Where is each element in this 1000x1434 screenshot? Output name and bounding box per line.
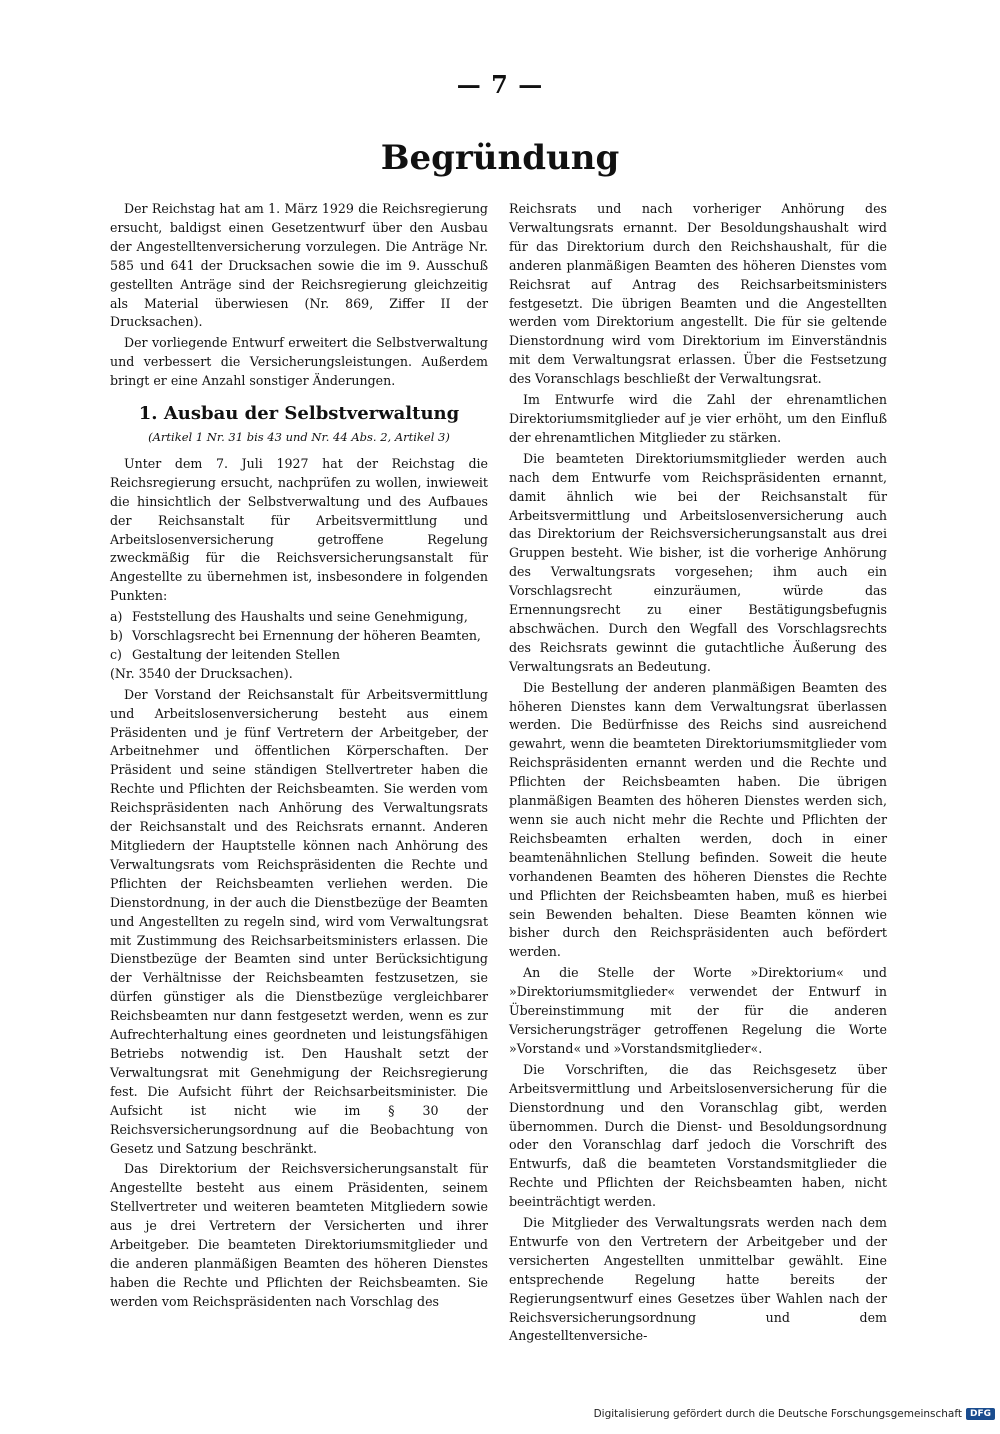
paragraph: Das Direktorium der Reichsversicherungsanstalt für Angestellte besteht aus einem Präsidenten, seinem Stellvertreter und weiteren beamteten Mitgliedern sowie aus je drei Vertretern der Versicherten und ihrer Arbeitgeber. Die beamteten Direktoriumsmitglieder und die anderen planmäßigen Beamten des höheren Dienstes haben die Rechte und Pflichten der Reichsbeamten. Sie werden vom Reichspräsidenten nach Vorschlag des (110, 1161, 488, 1309)
list-marker: c) (110, 646, 122, 662)
paragraph: Die Bestellung der anderen planmäßigen Beamten des höheren Dienstes kann dem Verwaltungsrat überlassen werden. Die Bedürfnisse des Reichs sind ausreichend gewahrt, wenn die beamteten Direktoriumsmitglieder vom Reichspräsidenten ernannt werden und die Rechte und Pflichten der Reichsbeamten haben. Die übrigen planmäßigen Beamten des höheren Dienstes werden sich, wenn sie auch nicht mehr die Rechte und Pflichten der Reichsbeamten erhalten werden, doch in einer beamtenähnlichen Stellung befinden. Soweit die heute vorhandenen Beamten des höheren Dienstes die Rechte und Pflichten der Reichsbeamten haben, muß es hierbei sein Bewenden behalten. Diese Beamten können wie bisher durch den Reichspräsidenten auch befördert werden. (509, 679, 887, 960)
page-number: — 7 — (456, 70, 544, 99)
paragraph: Die Mitglieder des Verwaltungsrats werden nach dem Entwurfe von den Vertretern der Arbeitgeber und der versicherten Angestellten unmittelbar gewählt. Eine entsprechende Regelung hatte bereits der Regierungsentwurf eines Gesetzes über Wahlen nach der Reichsversicherungsordnung und dem Angestelltenversiche- (509, 1215, 887, 1344)
left-column (110, 200, 488, 1314)
list-item (110, 608, 488, 627)
list-marker: a) (110, 609, 123, 625)
list-item (110, 646, 488, 665)
section-subheading: (Artikel 1 Nr. 31 bis 43 und Nr. 44 Abs. 2, Artikel 3) (148, 429, 450, 444)
list-marker: b) (110, 628, 123, 644)
right-column (509, 200, 887, 1348)
paragraph: (Nr. 3540 der Drucksachen). (110, 665, 293, 681)
list-item (110, 627, 488, 646)
list-item-text: Gestaltung der leitenden Stellen (132, 646, 340, 662)
paragraph: An die Stelle der Worte »Direktorium« und »Direktoriumsmitglieder« verwendet der Entwurf in Übereinstimmung mit der für die anderen Versicherungsträger getroffenen Regelung die Worte »Vorstand« und »Vorstandsmitglieder«. (509, 965, 887, 1056)
paragraph: Im Entwurfe wird die Zahl der ehrenamtlichen Direktoriumsmitglieder auf je vier erhöht, um den Einfluß der ehrenamtlichen Mitglieder zu stärken. (509, 392, 887, 445)
document-title: Begründung (380, 138, 620, 178)
paragraph: Der vorliegende Entwurf erweitert die Selbstverwaltung und verbessert die Versicherungsleistungen. Außerdem bringt er eine Anzahl sonstiger Änderungen. (110, 335, 488, 389)
enumerated-list (110, 608, 488, 665)
section-heading: 1. Ausbau der Selbstverwaltung (138, 403, 460, 425)
digitization-footer (585, 1408, 995, 1420)
footer-credit: Digitalisierung gefördert durch die Deutsche Forschungsgemeinschaft (593, 1408, 962, 1420)
list-item-text: Vorschlagsrecht bei Ernennung der höheren Beamten, (132, 628, 481, 644)
paragraph: Die beamteten Direktoriumsmitglieder werden auch nach dem Entwurfe vom Reichspräsidenten ernannt, damit ähnlich wie bei der Reichsanstalt für Arbeitsvermittlung und Arbeitslosenversicherung auch das Direktorium der Reichsversicherungsanstalt aus drei Gruppen besteht. Wie bisher, ist die vorherige Anhörung des Verwaltungsrats vorgesehen; ihm auch ein Vorschlagsrecht einzuräumen, würde das Ernennungsrecht zu einer Bestätigungsbefugnis abschwächen. Durch den Wegfall des Vorschlagsrechts des Reichsrats gewinnt die gutachtliche Äußerung des Verwaltungsrats an Bedeutung. (509, 450, 887, 674)
paragraph: Der Vorstand der Reichsanstalt für Arbeitsvermittlung und Arbeitslosenversicherung besteht aus einem Präsidenten und je fünf Vertretern der Arbeitgeber, der Arbeitnehmer und öffentlichen Körperschaften. Der Präsident und seine ständigen Stellvertreter haben die Rechte und Pflichten der Reichsbeamten. Sie werden vom Reichspräsidenten nach Anhörung des Verwaltungsrats der Reichsanstalt und des Reichsrats ernannt. Anderen Mitgliedern der Hauptstelle können nach Anhörung des Verwaltungsrats vom Reichspräsidenten die Rechte und Pflichten der Reichsbeamten verliehen werden. Die Dienstordnung, in der auch die Dienstbezüge der Beamten und Angestellten zu regeln sind, wird vom Verwaltungsrat mit Zustimmung des Reichsarbeitsministers erlassen. Die Dienstbezüge der Beamten sind unter Berücksichtigung der Verhältnisse der Reichsbeamten festzusetzen, sie dürfen günstiger als die Dienstbezüge vergleichbarer Reichsbeamten nur dann festgesetzt werden, wenn es zur Aufrechterhaltung eines geordneten und leistungsfähigen Betriebs notwendig ist. Den Haushalt setzt der Verwaltungsrat mit Genehmigung der Reichsregierung fest. Die Aufsicht führt der Reichsarbeitsminister. Die Aufsicht ist nicht wie im § 30 der Reichsversicherungsordnung auf die Beobachtung von Gesetz und Satzung beschränkt. (110, 686, 488, 1156)
paragraph: Der Reichstag hat am 1. März 1929 die Reichsregierung ersucht, baldigst einen Gesetzentwurf über den Ausbau der Angestelltenversicherung vorzulegen. Die Anträge Nr. 585 und 641 der Drucksachen sowie die im 9. Ausschuß gestellten Anträge sind der Reichsregierung gleichzeitig als Material überwiesen (Nr. 869, Ziffer II der Drucksachen). (110, 201, 488, 330)
paragraph: Reichsrats und nach vorheriger Anhörung des Verwaltungsrats ernannt. Der Besoldungshaushalt wird für das Direktorium durch den Reichshaushalt, für die anderen planmäßigen Beamten des höheren Dienstes vom Reichsrat auf Antrag des Reichsarbeitsministers festgesetzt. Die übrigen Beamten und die Angestellten werden vom Direktorium angestellt. Die für sie geltende Dienstordnung wird vom Direktorium im Einverständnis mit dem Verwaltungsrat erlassen. Über die Festsetzung des Voranschlags beschließt der Verwaltungsrat. (509, 201, 887, 387)
dfg-logo: DFG (966, 1408, 995, 1420)
list-item-text: Feststellung des Haushalts und seine Genehmigung, (132, 609, 468, 625)
paragraph: Die Vorschriften, die das Reichsgesetz über Arbeitsvermittlung und Arbeitslosenversicherung für die Dienstordnung und den Voranschlag gibt, werden übernommen. Durch die Dienst- und Besoldungsordnung oder den Voranschlag darf jedoch die Vorschrift des Entwurfs, daß die beamteten Vorstandsmitglieder die Rechte und Pflichten der Reichsbeamten haben, nicht beeinträchtigt werden. (509, 1061, 887, 1210)
paragraph: Unter dem 7. Juli 1927 hat der Reichstag die Reichsregierung ersucht, nachprüfen zu wollen, inwieweit die hinsichtlich der Selbstverwaltung und des Aufbaues der Reichsanstalt für Arbeitsvermittlung und Arbeitslosenversicherung getroffene Regelung zweckmäßig für die Reichsversicherungsanstalt für Angestellte zu übernehmen ist, insbesondere in folgenden Punkten: (110, 455, 488, 604)
